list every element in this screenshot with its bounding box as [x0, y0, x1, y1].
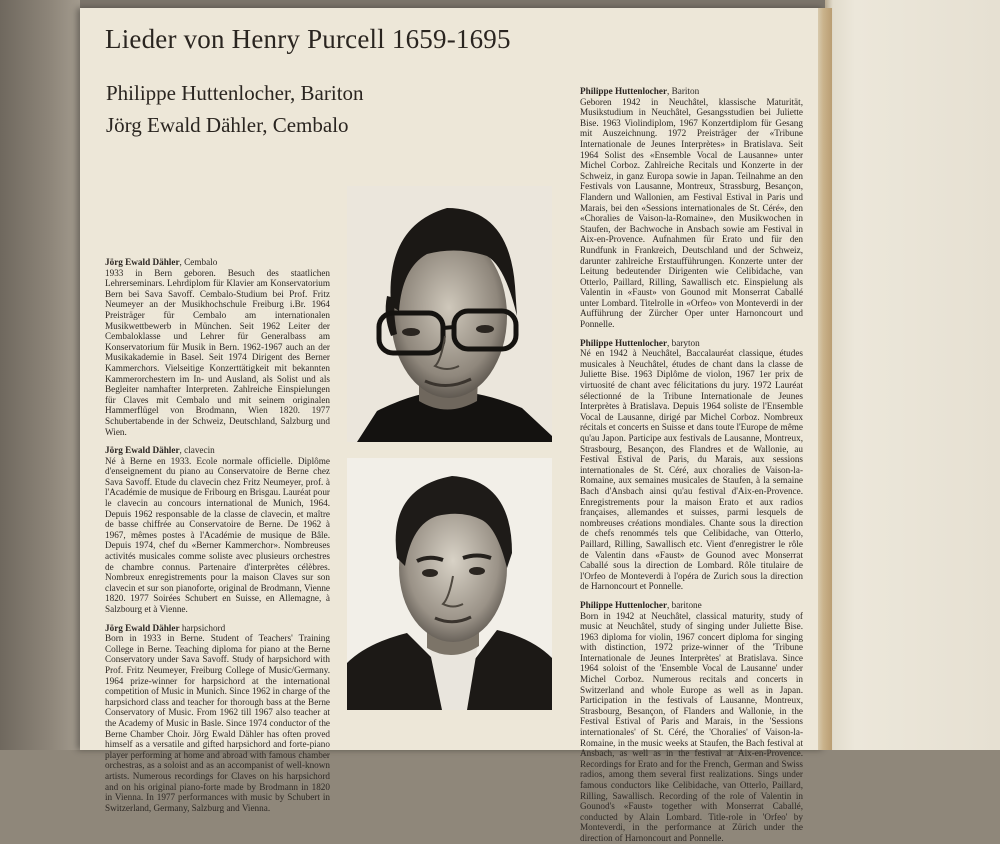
- biography-text: Born in 1942 at Neuchâtel, classical maturity, study of music at Neuchâtel, study of singing under Juliette Bise. 1963 diploma for violin, 1967 concert diploma for singing with distinction, 1972 prize-winner of the 'Tribune Internationale de Jeunes Interprètes' at Bratislava. Since 1964 soloist of the 'Ensemble Vocal de Lausanne' under Michel Corboz. Numerous recitals and concerts in Switzerland and whole Europe as well as in Japan. Participation in the festivals of Lausanne, Montreux, Strasbourg, Besançon, of Flanders and Wallonie, in the Festival Estival of Paris and Marais, in the 'Sessions internationales' of St. Céré, the 'Choralies' of Vaison-la-Romaine, in the music weeks at Staufen, the Bach festival at Ansbach, as well as in the festival at Aix-en-Provence. Recordings for Erato and for the French, German and Swiss radios, among them several first realizations. Sings under famous conductors like Celibidache, van Otterlo, Paillard, Rilling, Sawallisch. Recording of the role of Valentin in Gounod's «Faust» together with Monserrat Caballé, conducted by Alain Lombard. Title-role in 'Orfeo' by Monteverdi, in the performance at Zürich under the direction of Harnoncourt and Ponnelle.: [580, 610, 803, 843]
- biography-heading: Philippe Huttenlocher: [580, 599, 668, 610]
- portrait-photo-2: [347, 458, 552, 710]
- biography-column-left: [105, 257, 330, 813]
- biography-text: 1933 in Bern geboren. Besuch des staatlichen Lehrerseminars. Lehrdiplom für Klavier am Konservatorium Bern bei Sava Savoff. Cembalo-Studium bei Prof. Fritz Neumeyer an der Musikhochschule Freiburg i.Br. 1964 Preisträger für Cembalo am internationalen Musikwettbewerb in München. Seit 1962 Leiter der Cembaloklasse und Lehrer für Generalbass am Konservatorium für Musik in Bern. 1962-1967 auch an der Musikakademie in Basel. Seit 1974 Dirigent des Berner Kammerchors. Vielseitige Konzerttätigkeit mit bekannten Kammerorchestern im In- und Ausland, als Solist und als Begleiter namhafter Interpreten. Zahlreiche Einspielungen für Claves mit Cembalo und mit seinem originalen Hammerflügel von Brodmann, Wien 1820. 1977 Schubertabende in der Schweiz, Deutschland, Salzburg und Wien.: [105, 267, 330, 437]
- biography-text: Né à Berne en 1933. Ecole normale officielle. Diplôme d'enseignement du piano au Conservatoire de Berne chez Sava Savoff. Etude du clavecin chez Fritz Neumeyer, prof. à l'Académie de musique de Fribourg en Brisgau. Lauréat pour le clavecin au concours international de Munich, 1964. Depuis 1962 responsable de la classe de clavecin, et maître de basse chiffrée au Conservatoire de Berne. De 1962 à 1967, mêmes postes à l'Académie de musique de Bâle. Depuis 1974, chef du «Berner Kammerchor». Nombreuses activités musicales comme soliste avec plusieurs orchestres de chambre connus. Partenaire d'interprètes célèbres. Nombreux enregistrements pour la maison Claves sur son clavecin et sur son pianoforte, original de Brodmann, Vienne 1820. 1977 Soirées Schubert en Suisse, en Allemagne, à Salzbourg et à Vienne.: [105, 455, 330, 614]
- adjacent-sleeve-page: [825, 0, 1000, 750]
- biography-dahler-en: [105, 623, 330, 814]
- backdrop-left: [0, 0, 80, 750]
- biography-heading: Jörg Ewald Dähler: [105, 445, 180, 456]
- biography-huttenlocher-en: [580, 600, 803, 844]
- performer-cembalo: Jörg Ewald Dähler, Cembalo: [106, 113, 349, 137]
- sleeve-spine: [818, 8, 832, 750]
- biography-text: Né en 1942 à Neuchâtel, Baccalauréat classique, études musicales à Neuchâtel, études de chant dans la classe de Juliette Bise. 1963 Diplôme de violon, 1967 1er prix de virtuosité de chant avec félicitations du jury. 1972 Lauréat sélectionné de la Tribune Internationale de Jeunes Interprètes à Bratislava. Depuis 1964 soliste de l'Ensemble Vocal de Lausanne, dirigé par Michel Corboz. Nombreux récitals et concerts en Suisse et dans toute l'Europe de même qu'au Japon. Participe aux festivals de Lausanne, Montreux, Strasbourg, Besançon, des Flandres et de Wallonie, au Festival Estival de Paris, du Marais, aux sessions internationales de St. Céré, aux choralies de Vaison-la-Romaine, aux semaines musicales de Staufen, à la semaine Bach d'Ansbach ainsi qu'au festival d'Aix-en-Provence. Enregistrements pour la maison Erato et aux radios françaises, allemandes et suisses, parmi lesquels de nombreuses créations mondiales. Chante sous la direction de chefs renommés tels que Celibidache, van Otterlo, Paillard, Rilling, Sawallisch etc. Vient d'enregistrer le rôle de Valentin dans «Faust» de Gounod avec Monserrat Caballé sous la direction de Lombard. Rôle titulaire de l'Orfeo de Monteverdi à l'opéra de Zurich sous la direction de Harnoncourt et Ponnelle.: [580, 348, 803, 592]
- biography-role: , Cembalo: [179, 257, 218, 267]
- biography-text: Born in 1933 in Berne. Student of Teachers' Training College in Berne. Teaching diploma for piano at the Berne Conservatory under Sava Savoff. Study of harpsichord with Prof. Fritz Neumeyer, Freiburg College of Music/Germany. 1964 prize-winner for harpsichord at the international competition of Music in Munich. Since 1962 in charge of the harpsichord class and teacher for thorough bass at the Berne Conservatory of Music. From 1962 till 1967 also teacher at the Academy of Music in Basle. Since 1974 conductor of the Berne Chamber Choir. Jörg Ewald Dähler has often proved himself as a versatile and gifted harpsichord and forte-piano player performing at home and abroad with famous chamber orchestras, as a soloist and as an accompanist of well-known artists. Numerous recordings for Claves on his harpsichord and on his original piano-forte made by Brodmann in 1820 in Vienna. In 1977 performances with music by Schubert in Switzerland, Germany, Salzburg and Vienna.: [105, 633, 330, 813]
- biography-column-right: [580, 86, 803, 843]
- biography-role: , clavecin: [179, 445, 215, 456]
- biography-huttenlocher-de: [580, 86, 803, 330]
- biography-heading: Jörg Ewald Dähler: [105, 622, 180, 633]
- portrait-photo-1: [347, 186, 552, 442]
- biography-role: , Bariton: [667, 86, 700, 96]
- biography-text: Geboren 1942 in Neuchâtel, klassische Maturität, Musikstudium in Neuchâtel, Gesangsstudien bei Juliette Bise. 1963 Violindiplom, 1967 Konzertdiplom für Gesang mit Auszeichnung. 1972 Preisträger der «Tribune Internationale de Jeunes Interprètes» in Bratislava. Seit 1964 Solist des «Ensemble Vocal de Lausanne» unter Michel Corboz. Zahlreiche Recitals und Konzerte in der Schweiz, in ganz Europa sowie in Japan. Teilnahme an den Festivals von Lausanne, Montreux, Strassburg, Besançon, Flandern und Wallonien, am Festival Estival in Paris und Marais, bei den «Sessions internationales de St. Céré», den «Choralies de Vaison-la-Romaine», den Musikwochen in Staufen, der Bachwoche in Ansbach sowie am Festival in Aix-en-Provence. Aufnahmen für Erato und für den Rundfunk in Frankreich, Deutschland und der Schweiz, darunter zahlreiche Erstaufführungen. Konzerte unter der Leitung bedeutender Dirigenten wie Celibidache, van Otterlo, Paillard, Rilling, Sawallisch etc. Einspielung als Valentin in «Faust» von Gounod mit Monserrat Caballé unter Lombard. Titelrolle in «Orfeo» von Monteverdi in der Aufführung der Zürcher Oper unter Harnoncourt und Ponnelle.: [580, 96, 803, 330]
- album-title: Lieder von Henry Purcell 1659-1695: [105, 24, 511, 54]
- biography-dahler-fr: [105, 445, 330, 615]
- portrait-man-with-glasses: [347, 186, 552, 442]
- biography-role: harpsichord: [179, 622, 226, 633]
- biography-dahler-de: [105, 257, 330, 437]
- biography-heading: Philippe Huttenlocher: [580, 86, 668, 96]
- biography-huttenlocher-fr: [580, 338, 803, 592]
- portrait-young-man: [347, 458, 552, 710]
- performer-baritone: Philippe Huttenlocher, Bariton: [106, 81, 364, 105]
- biography-heading: Jörg Ewald Dähler: [105, 257, 180, 267]
- biography-heading: Philippe Huttenlocher: [580, 337, 668, 348]
- biography-role: , baritone: [667, 599, 702, 610]
- biography-role: , baryton: [667, 337, 700, 348]
